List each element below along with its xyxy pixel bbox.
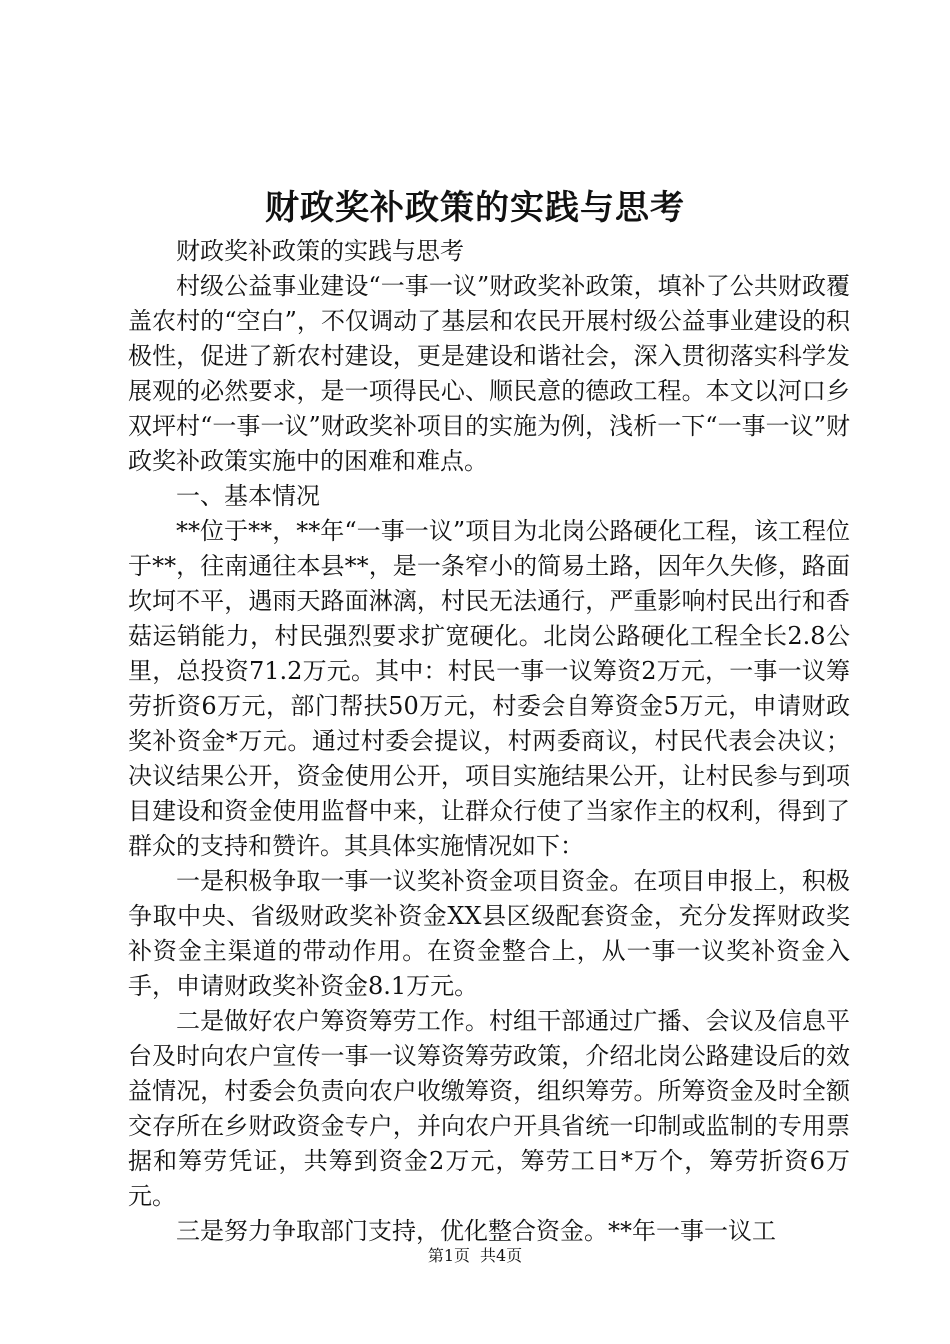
point-two-paragraph: 二是做好农户筹资筹劳工作。村组干部通过广播、会议及信息平台及时向农户宣传一事一议筹资筹劳政策，介绍北岗公路建设后的效益情况，村委会负责向农户收缴筹资，组织筹劳。所筹资金及时全额交存所在乡财政资金专户，并向农户开具省统一印制或监制的专用票据和筹劳凭证，共筹到资金2万元，筹劳工日*万个，筹劳折资6万元。	[128, 1007, 850, 1210]
point-three-paragraph: 三是努力争取部门支持，优化整合资金。**年一事一议工	[176, 1217, 776, 1245]
subtitle-paragraph: 财政奖补政策的实践与思考	[176, 237, 464, 265]
intro-paragraph: 村级公益事业建设“一事一议”财政奖补政策，填补了公共财政覆盖农村的“空白”，不仅调动了基层和农民开展村级公益事业建设的积极性，促进了新农村建设，更是建设和谐社会，深入贯彻落实科学发展观的必然要求，是一项得民心、顺民意的德政工程。本文以河口乡双坪村“一事一议”财政奖补项目的实施为例，浅析一下“一事一议”财政奖补政策实施中的困难和难点。	[128, 272, 850, 475]
page-total: 共4页	[480, 1246, 523, 1265]
document-body	[128, 234, 850, 1249]
point-one-paragraph: 一是积极争取一事一议奖补资金项目资金。在项目申报上，积极争取中央、省级财政奖补资金XX县区级配套资金，充分发挥财政奖补资金主渠道的带动作用。在资金整合上，从一事一议奖补资金入手，申请财政奖补资金8.1万元。	[128, 867, 850, 1000]
section-heading: 一、基本情况	[176, 482, 320, 510]
document-title: 财政奖补政策的实践与思考	[265, 188, 685, 228]
page-footer	[0, 1244, 950, 1268]
page-number: 第1页	[427, 1246, 470, 1265]
basic-info-paragraph: **位于**，**年“一事一议”项目为北岗公路硬化工程，该工程位于**，往南通往本县**，是一条窄小的简易土路，因年久失修，路面坎坷不平，遇雨天路面淋漓，村民无法通行，严重影响村民出行和香菇运销能力，村民强烈要求扩宽硬化。北岗公路硬化工程全长2.8公里，总投资71.2万元。其中：村民一事一议筹资2万元，一事一议筹劳折资6万元，部门帮扶50万元，村委会自筹资金5万元，申请财政奖补资金*万元。通过村委会提议，村两委商议，村民代表会决议；决议结果公开，资金使用公开，项目实施结果公开，让村民参与到项目建设和资金使用监督中来，让群众行使了当家作主的权利，得到了群众的支持和赞许。其具体实施情况如下：	[128, 517, 850, 860]
